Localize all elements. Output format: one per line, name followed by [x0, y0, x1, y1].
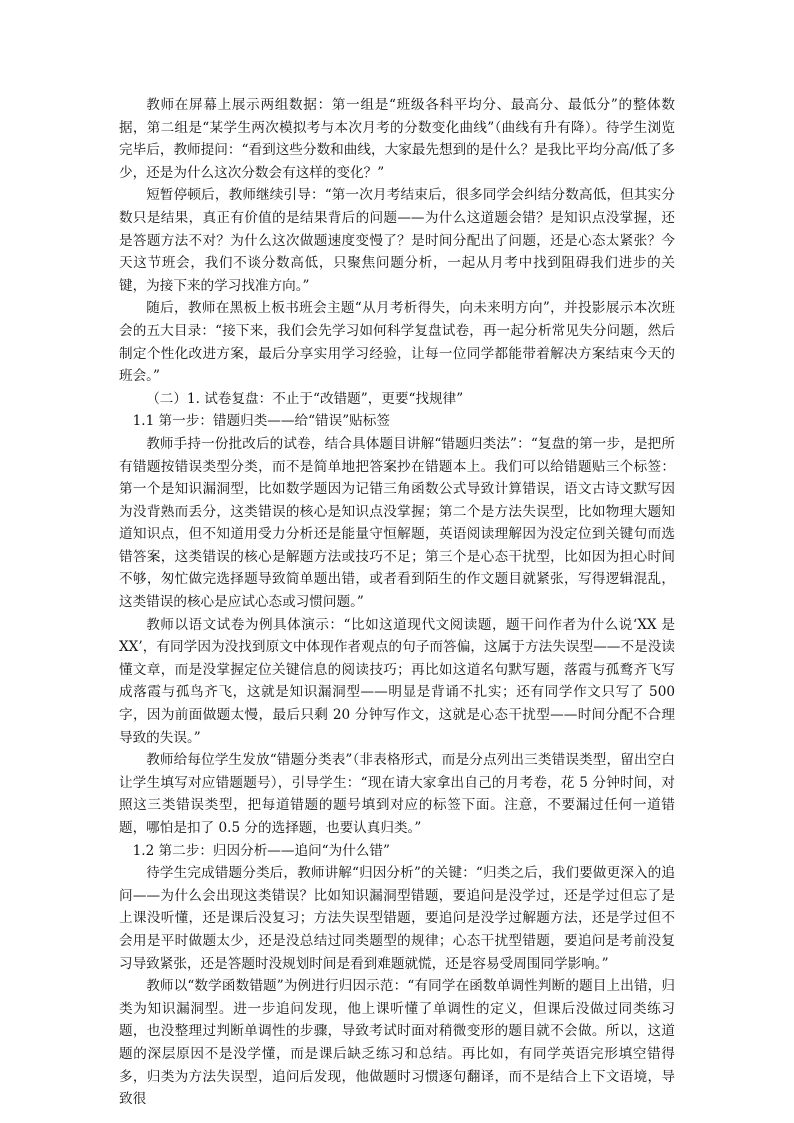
subheading-step-one: 1.1 第一步：错题归类——给“错误”贴标签: [132, 413, 390, 430]
document-page: [119, 94, 675, 1111]
paragraph-math-example: 教师以“数学函数错题”为例进行归因示范：“有同学在函数单调性判断的题目上出错，归类为知识漏洞型。进一步追问发现，他上课听懂了单调性的定义，但课后没做过同类练习题，也没整理过判断单调性的步骤，导致考试时面对稍微变形的题目就不会做。所以，这道题的深层原因不是没学懂，而是课后缺乏练习和总结。再比如，有同学英语完形填空错得多，归类为方法失误型，追问后发现，他做题时习惯逐句翻译，而不是结合上下文语境，导致很: [119, 978, 675, 1108]
paragraph-cause-analysis: 待学生完成错题分类后，教师讲解“归因分析”的关键：“归类之后，我们要做更深入的追问——为什么会出现这类错误？比如知识漏洞型错题，要追问是没学过，还是学过但忘了是上课没听懂，还是课后没复习；方法失误型错题，要追问是没学过解题方法，还是学过但不会用是平时做题太少，还是没总结过同类题型的规律；心态干扰型错题，要追问是考前没复习导致紧张，还是答题时没规划时间是看到难题就慌，还是容易受周围同学影响。”: [119, 865, 675, 972]
paragraph-meeting-theme: 随后，教师在黑板上板书班会主题“从月考析得失，向未来明方向”，并投影展示本次班会的五大目录：“接下来，我们会先学习如何科学复盘试卷，再一起分析常见失分问题，然后制定个性化改进方案，最后分享实用学习经验，让每一位同学都能带着解决方案结束今天的班会。”: [119, 300, 675, 385]
paragraph-error-classification: 教师手持一份批改后的试卷，结合具体题目讲解“错题归类法”：“复盘的第一步，是把所有错题按错误类型分类，而不是简单地把答案抄在错题本上。我们可以给错题贴三个标签：第一个是知识漏洞型，比如数学题因为记错三角函数公式导致计算错误，语文古诗文默写因为没背熟而丢分，这类错误的核心是知识点没掌握；第二个是方法失误型，比如物理大题知道知识点，但不知道用受力分析还是能量守恒解题，英语阅读理解因为没定位到关键句而选错答案，这类错误的核心是解题方法或技巧不足；第三个是心态干扰型，比如因为担心时间不够，匆忙做完选择题导致简单题出错，或者看到陌生的作文题目就紧张，写得逻辑混乱，这类错误的核心是应试心态或习惯问题。”: [119, 435, 675, 611]
subheading-step-two: 1.2 第二步：归因分析——追问“为什么错”: [132, 842, 390, 859]
section-heading-exam-review: （二）1. 试卷复盘：不止于“改错题”，更要“找规律”: [146, 390, 464, 407]
paragraph-chinese-example: 教师以语文试卷为例具体演示：“比如这道现代文阅读题，题干问作者为什么说‘XX 是 XX’，有同学因为没找到原文中体现作者观点的句子而答偏，这属于方法失误型——不是没读懂文章，而是没掌握定位关键信息的阅读技巧；再比如这道名句默写题，落霞与孤鹜齐飞写成落霞与孤鸟齐飞，这就是知识漏洞型——明显是背诵不扎实；还有同学作文只写了 500 字，因为前面做题太慢，最后只剩 20 分钟写作文，这就是心态干扰型——时间分配不合理导致的失误。”: [119, 616, 675, 746]
paragraph-teacher-guidance: 短暂停顿后，教师继续引导：“第一次月考结束后，很多同学会纠结分数高低，但其实分数只是结果，真正有价值的是结果背后的问题——为什么这道题会错？是知识点没掌握，还是答题方法不对？为什么这次做题速度变慢了？是时间分配出了问题，还是心态太紧张？今天这节班会，我们不谈分数高低，只聚焦问题分析，一起从月考中找到阻碍我们进步的关键，为接下来的学习找准方向。”: [119, 187, 675, 294]
paragraph-classification-sheet: 教师给每位学生发放“错题分类表”（非表格形式，而是分点列出三类错误类型，留出空白让学生填写对应错题题号），引导学生：“现在请大家拿出自己的月考卷，花 5 分钟时间，对照这三类错误类型，把每道错题的题号填到对应的标签下面。注意，不要漏过任何一道错题，哪怕是扣了 0.5 分的选择题，也要认真归类。”: [119, 752, 675, 836]
paragraph-data-display: 教师在屏幕上展示两组数据：第一组是“班级各科平均分、最高分、最低分”的整体数据，第二组是“某学生两次模拟考与本次月考的分数变化曲线”（曲线有升有降）。待学生浏览完毕后，教师提问：“看到这些分数和曲线，大家最先想到的是什么？是我比平均分高/低了多少，还是为什么这次分数会有这样的变化？”: [119, 97, 675, 181]
